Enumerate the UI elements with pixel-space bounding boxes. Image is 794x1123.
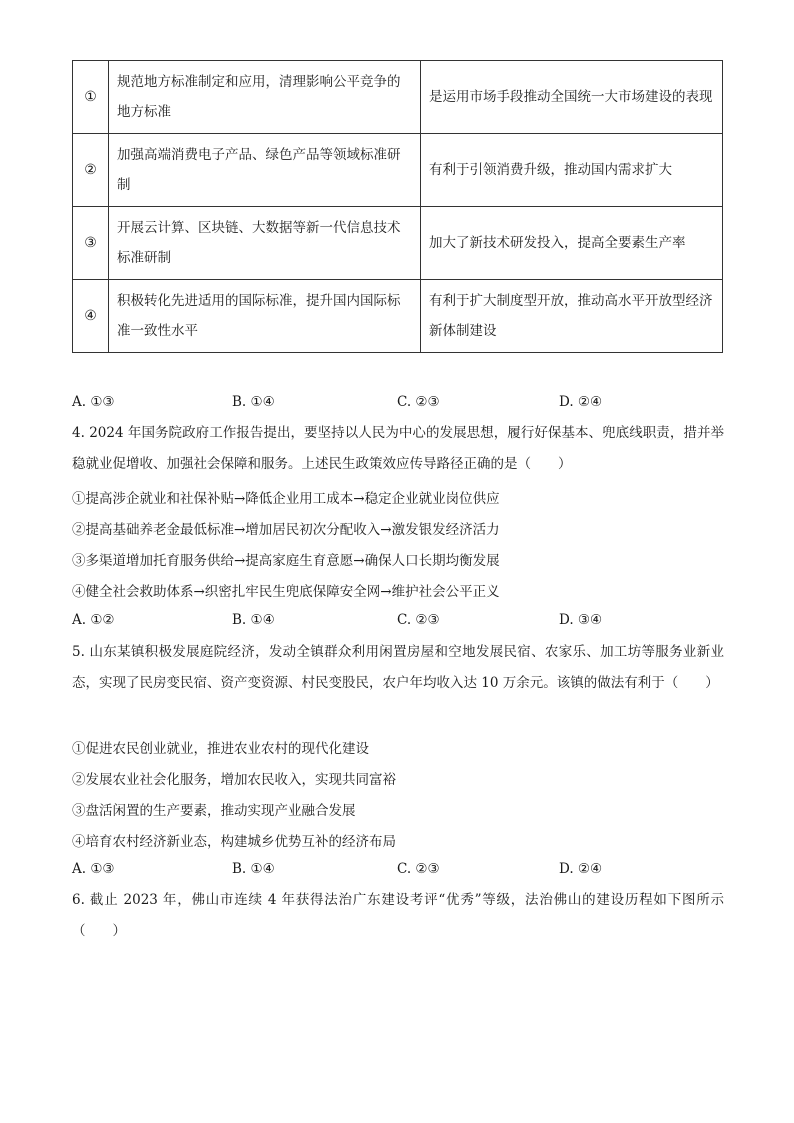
effect-cell: 有利于引领消费升级，推动国内需求扩大 [421,134,723,207]
row-number: ④ [73,280,109,353]
measure-cell: 积极转化先进适用的国际标准，提升国内国际标准一致性水平 [109,280,421,353]
option-b[interactable]: B. ①④ [232,612,275,628]
option-c[interactable]: C. ②③ [397,861,440,877]
option-a[interactable]: A. ①② [72,612,115,628]
q4-statement-2: ②提高基础养老金最低标准→增加居民初次分配收入→激发银发经济活力 [72,522,500,538]
option-b[interactable]: B. ①④ [232,861,275,877]
option-d[interactable]: D. ②④ [559,861,603,877]
q4-statement-4: ④健全社会救助体系→织密扎牢民生兜底保障安全网→维护社会公平正义 [72,584,500,600]
q5-stem: 5. 山东某镇积极发展庭院经济，发动全镇群众利用闲置房屋和空地发展民宿、农家乐、加工坊等服务业新业态，实现了民房变民宿、资产变资源、村民变股民，农户年均收入达 10 万余元。该镇的做法有利于（ ） [72,644,724,691]
q4-options [72,612,722,632]
q5-options [72,861,722,881]
row-number: ① [73,61,109,134]
q4-stem: 4. 2024 年国务院政府工作报告提出，要坚持以人民为中心的发展思想，履行好保基本、兜底线职责，措并举稳就业促增收、加强社会保障和服务。上述民生政策效应传导路径正确的是（ ） [72,425,724,472]
q5-statement-1: ①促进农民创业就业，推进农业农村的现代化建设 [72,741,369,757]
option-c[interactable]: C. ②③ [397,394,440,410]
q5-statement-4: ④培育农村经济新业态，构建城乡优势互补的经济布局 [72,834,396,850]
options-table [72,60,723,353]
table-row [73,134,723,207]
measure-cell: 加强高端消费电子产品、绿色产品等领域标准研制 [109,134,421,207]
table-row [73,61,723,134]
option-b[interactable]: B. ①④ [232,394,275,410]
option-d[interactable]: D. ②④ [559,394,603,410]
effect-cell: 是运用市场手段推动全国统一大市场建设的表现 [421,61,723,134]
q5-statement-3: ③盘活闲置的生产要素，推动实现产业融合发展 [72,803,356,819]
q3-options [72,394,722,414]
effect-cell: 有利于扩大制度型开放，推动高水平开放型经济新体制建设 [421,280,723,353]
q4-statement-1: ①提高涉企就业和社保补贴→降低企业用工成本→稳定企业就业岗位供应 [72,491,500,507]
q5-statement-2: ②发展农业社会化服务，增加农民收入，实现共同富裕 [72,772,396,788]
option-a[interactable]: A. ①③ [72,394,115,410]
effect-cell: 加大了新技术研发投入，提高全要素生产率 [421,207,723,280]
table-row [73,207,723,280]
option-a[interactable]: A. ①③ [72,861,115,877]
measure-cell: 开展云计算、区块链、大数据等新一代信息技术标准研制 [109,207,421,280]
table-row [73,280,723,353]
measure-cell: 规范地方标准制定和应用，清理影响公平竞争的地方标准 [109,61,421,134]
q4-statement-3: ③多渠道增加托育服务供给→提高家庭生育意愿→确保人口长期均衡发展 [72,553,500,569]
row-number: ③ [73,207,109,280]
option-d[interactable]: D. ③④ [559,612,603,628]
row-number: ② [73,134,109,207]
q6-stem: 6. 截止 2023 年，佛山市连续 4 年获得法治广东建设考评“优秀”等级，法治佛山的建设历程如下图所示（ ） [72,892,724,939]
option-c[interactable]: C. ②③ [397,612,440,628]
